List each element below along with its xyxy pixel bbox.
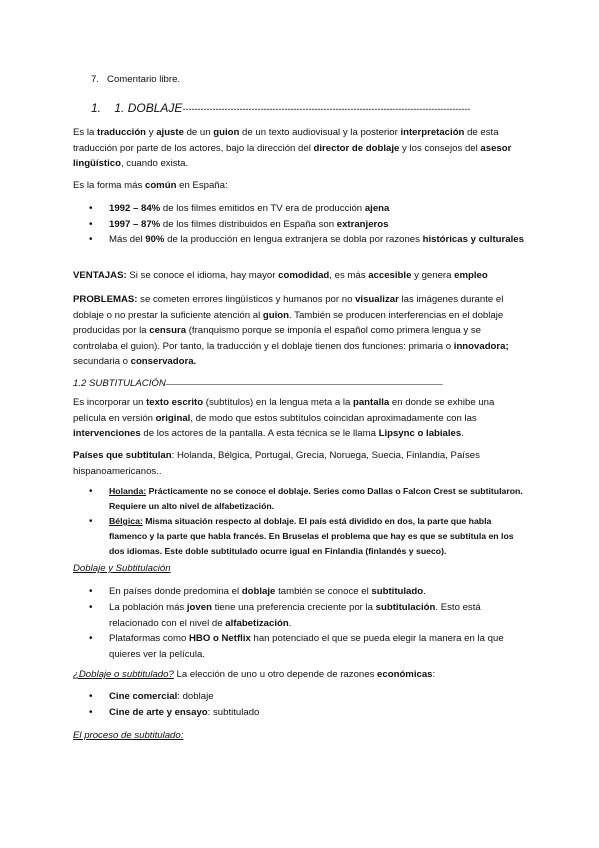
paragraph-ventajas: VENTAJAS: Si se conoce el idioma, hay mayor comodidad, es más accesible y genera empleo xyxy=(73,270,488,281)
bullet-icon: • xyxy=(89,486,93,497)
bullet-icon: • xyxy=(89,602,93,613)
paragraph-paises: Países que subtitulan: Holanda, Bélgica, Portugal, Grecia, Noruega, Suecia, Finlandia, Países hispanoamericanos.. xyxy=(73,450,480,477)
bullet-icon: • xyxy=(89,234,93,245)
document-page: 7. Comentario libre. 1. 1. DOBLAJE------------------------------------------------------------------------------------------------ Es la traducción y ajuste de un guion de un texto audiovisual y la posterior interpretación de esta traducción por parte de los actores, bajo la dirección del director de doblaje y los consejos del asesor lingüístico, cuando exista. Es la forma más común en España: • 1992 – 84% de los filmes emitidos en TV era de producción ajena • 1997 – 87% de los filmes distribuidos en España son extranjeros • Más del 90% de la producción en lengua extranjera se dobla por razones históricas y culturales VENTAJAS: Si se conoce el idioma, hay mayor comodidad, es más accesible y genera empleo PROBLEMAS: se cometen errores lingüísticos y humanos por no visualizar las imágenes durante el doblaje o no prestar la suficiente atención al guion. También se producen interferencias en el doblaje producidas por la censura (franquismo porque se imponía el español como primera lengua y se controlaba el guion). Por tanto, la traducción y el doblaje tienen dos funciones: primaria o innovadora; secundaria o conservadora. 1.2 SUBTITULACIÓN—————————————————————————————————————————————— Es incorporar un texto escrito (subtítulos) en la lengua meta a la pantalla en donde se exhibe una película en versión original, de modo que estos subtítulos coincidan aproximadamente con las intervenciones de los actores de la pantalla. A esta técnica se le llama Lipsync o labiales. Países que subtitulan: Holanda, Bélgica, Portugal, Grecia, Noruega, Suecia, Finlandia, Países hispanoamericanos.. • Holanda: Prácticamente no se conoce el doblaje. Series como Dallas o Falcon Crest se subtitularon. Requiere un alto nivel de alfabetización. • Bélgica: Misma situación respecto al doblaje. El país está dividido en dos, la parte que habla flamenco y la parte que habla francés. En Bruselas el problema que hay es que se subtitula en los dos idiomas. Este doble subtitulado ocurre igual en Finlandia (finlandés y sueco). Doblaje y Subtitulación • En países donde predomina el doblaje también se conoce el subtitulado. • La población más joven tiene una preferencia creciente por la subtitulación. Esto está relacionado con el nivel de alfabetización. • Plataformas como HBO o Netflix han potenciado el que se pueda elegir la manera en la que quieres ver la película. ¿Doblaje o subtitulado? La elección de uno u otro depende de razones económicas: • Cine comercial: doblaje • Cine de arte y ensayo: subtitulado El proceso de subtitulado: xyxy=(0,0,599,848)
paragraph-subtitulacion-definition: Es incorporar un texto escrito (subtítulos) en la lengua meta a la pantalla en donde se exhibe una película en versión original, de modo que estos subtítulos coincidan aproximadamente con las intervenciones de los actores de la pantalla. A esta técnica se le llama Lipsync o labiales. xyxy=(73,397,495,439)
bullet-icon: • xyxy=(89,633,93,644)
subsection-heading-doblaje-subtitulacion: Doblaje y Subtitulación xyxy=(73,563,171,574)
paragraph-doblaje-o-subtitulado: ¿Doblaje o subtitulado? La elección de uno u otro depende de razones económicas: xyxy=(73,669,436,680)
bullet-icon: • xyxy=(89,219,93,230)
bullet-icon: • xyxy=(89,516,93,527)
paragraph-forma-comun: Es la forma más común en España: xyxy=(73,180,228,191)
paragraph-problemas: PROBLEMAS: se cometen errores lingüísticos y humanos por no visualizar las imágenes durante el doblaje o no prestar la suficiente atención al guion. También se producen interferencias en el doblaje producidas por la censura (franquismo porque se imponía el español como primera lengua y se controlaba el guion). Por tanto, la traducción y el doblaje tienen dos funciones: primaria o innovadora; secundaria o conservadora. xyxy=(73,294,509,367)
paragraph-doblaje-definition: Es la traducción y ajuste de un guion de un texto audiovisual y la posterior interpretación de esta traducción por parte de los actores, bajo la dirección del director de doblaje y los consejos del asesor lingüístico, cuando exista. xyxy=(73,127,512,169)
bullet-icon: • xyxy=(89,707,93,718)
bullet-icon: • xyxy=(89,691,93,702)
subsection-heading-proceso-subtitulado: El proceso de subtitulado: xyxy=(73,730,184,741)
bullet-icon: • xyxy=(89,586,93,597)
list-item-7: 7. Comentario libre. xyxy=(91,74,181,85)
section-heading-doblaje: 1. 1. DOBLAJE------------------------------------------------------------------------------------------------ xyxy=(91,101,471,115)
section-heading-subtitulacion: 1.2 SUBTITULACIÓN—————————————————————————————————————————————— xyxy=(73,378,442,389)
bullet-icon: • xyxy=(89,203,93,214)
